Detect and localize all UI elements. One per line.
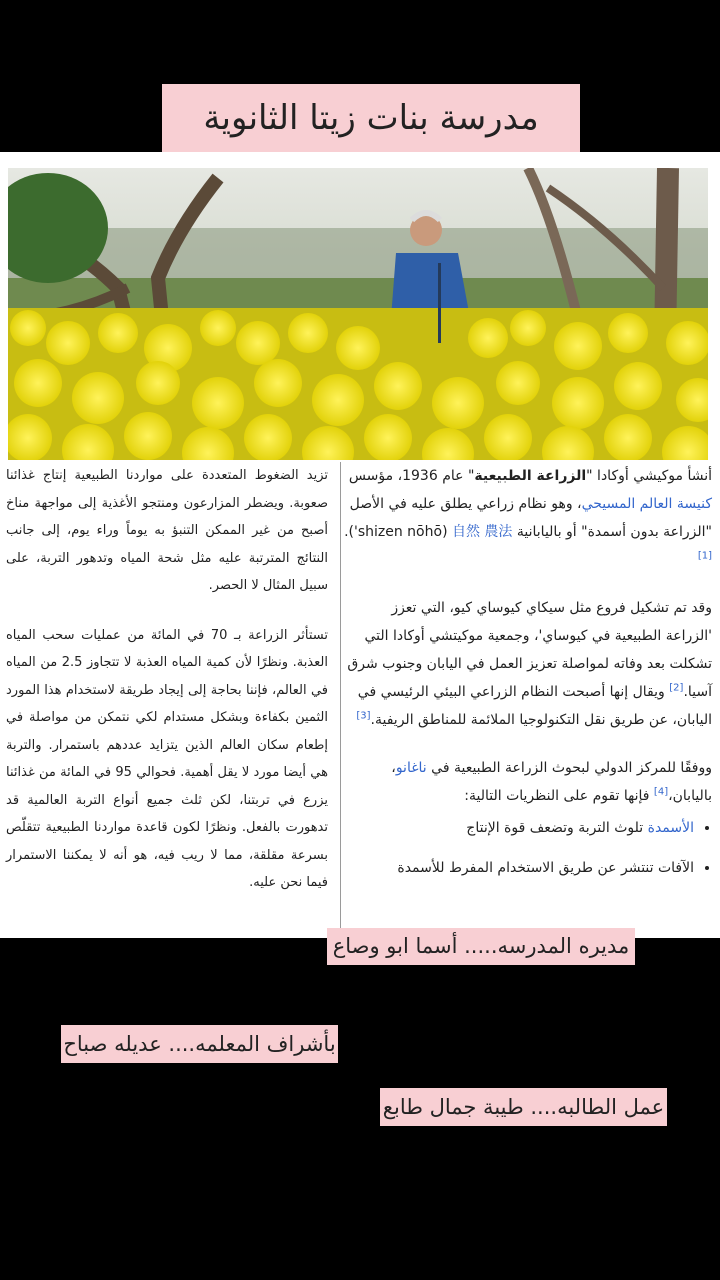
article-right-column bbox=[344, 462, 712, 932]
reference-3[interactable]: [3] bbox=[356, 710, 371, 722]
japanese-term-link[interactable]: 自然 農法 bbox=[451, 524, 513, 540]
paragraph-branches: وقد تم تشكيل فروع مثل سيكاي كيوساي كيو، التي تعزز 'الزراعة الطبيعية في كيوساي'، وجمعية موكيتشي أوكادا التي تشكلت بعد وفاته لمواصلة تعزيز العمل في اليابان وجنوب شرق آسيا.[2] ويقال إنها أصبحت النظام الزراعي البيئي الرئيسي في اليابان، عن طريق نقل التكنولوجيا الملائمة للمناطق الريفية.[3] bbox=[347, 600, 712, 728]
supervisor-credit: بأشراف المعلمه.... عديله صباح bbox=[61, 1025, 338, 1063]
article-left-column bbox=[6, 462, 328, 936]
list-item: • الأسمدة تلوث التربة وتضعف قوة الإنتاج bbox=[344, 814, 694, 842]
natural-farming-term: الزراعة الطبيعية bbox=[474, 468, 587, 484]
paragraph-theories: ووفقًا للمركز الدولي لبحوث الزراعة الطبيعية في ناغانو، باليابان،[4] فإنها تقوم على النظريات التالية: bbox=[391, 760, 712, 804]
paragraph-origin: أنشأ موكيشي أوكادا "الزراعة الطبيعية" عام 1936، مؤسس كنيسة العالم المسيحي، وهو نظام زراعي يطلق عليه في الأصل "الزراعة بدون أسمدة" أو باليابانية 自然 農法 (shizen nōhō'‏).[1] bbox=[344, 468, 712, 562]
nagano-link[interactable]: ناغانو bbox=[395, 760, 427, 776]
paragraph-water-soil: تستأثر الزراعة بـ 70 في المائة من عمليات سحب المياه العذبة. ونظرًا لأن كمية المياه العذبة لا تتجاوز 2.5 من المياه في العالم، فإننا بحاجة إلى إيجاد طريقة لاستخدام هذا المورد الثمين بكفاءة وبشكل مستدام لكي نتمكن من مواصلة في إطعام سكان العالم الذين يتزايد عددهم باستمرار. والتربة هي أيضا مورد لا يقل أهمية. فحوالي 95 في المائة من غذائنا يزرع في تربتنا، لكن ثلث جميع أنواع التربة العالمية قد تدهورت بالفعل. ونظرًا لكون قاعدة مواردنا الطبيعية تتقلّص بسرعة مقلقة، مما لا ريب فيه، هو أنه لا يمكننا الاستمرار فيما نحن عليه. bbox=[6, 627, 328, 890]
theories-list bbox=[344, 814, 712, 882]
reference-1[interactable]: [1] bbox=[697, 550, 712, 562]
farmer-field-photo bbox=[8, 168, 708, 460]
paragraph-pressures: تزيد الضغوط المتعددة على مواردنا الطبيعية إنتاج غذائنا صعوبة. ويضطر المزارعون ومنتجو الأغذية إلى مواجهة مناخ أصبح من غير الممكن التنبؤ به يوماً وراء يوم، إلى جانب النتائج المترتبة عليه مثل شحة المياه وتدهور التربة، على سبيل المثال لا الحصر. bbox=[6, 468, 328, 593]
reference-2[interactable]: [2] bbox=[669, 682, 684, 694]
fertilizers-link[interactable]: الأسمدة bbox=[647, 820, 694, 836]
church-link[interactable]: كنيسة العالم المسيحي bbox=[581, 496, 712, 512]
page-title: مدرسة بنات زيتا الثانوية bbox=[162, 84, 580, 152]
list-item: • الآفات تنتشر عن طريق الاستخدام المفرط للأسمدة bbox=[344, 854, 694, 882]
principal-credit: مديره المدرسه..... أسما ابو وصاع bbox=[327, 928, 635, 965]
student-credit: عمل الطالبه.... طيبة جمال طابع bbox=[380, 1088, 667, 1126]
reference-4[interactable]: [4] bbox=[653, 786, 669, 798]
column-divider bbox=[340, 462, 341, 938]
